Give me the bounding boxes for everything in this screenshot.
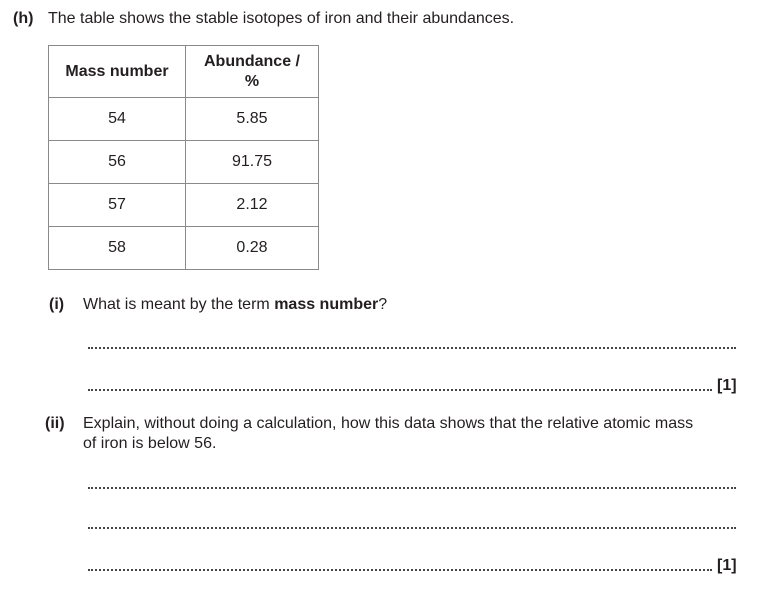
table-row [49, 227, 319, 270]
answer-line[interactable] [88, 569, 712, 571]
header-mass-number: Mass number [49, 46, 186, 98]
abundance-cell: 0.28 [186, 227, 319, 270]
answer-line[interactable] [88, 487, 736, 489]
answer-line[interactable] [88, 527, 736, 529]
table-header-row [49, 46, 319, 98]
part-i-keyword: mass number [274, 296, 379, 313]
part-i-label: (i) [49, 296, 65, 313]
part-ii-question-line1: Explain, without doing a calculation, how this data shows that the relative atomic mass [83, 415, 694, 432]
question-text: The table shows the stable isotopes of iron and their abundances. [48, 10, 515, 27]
mass-cell: 57 [49, 184, 186, 227]
abundance-cell: 91.75 [186, 141, 319, 184]
part-i-question [83, 296, 387, 314]
header-abundance-unit: % [244, 72, 260, 90]
mark-allocation: [1] [717, 557, 737, 574]
part-i-text: What is meant by the term [83, 296, 275, 313]
header-abundance [186, 46, 319, 98]
isotope-table [48, 45, 319, 270]
table-row [49, 184, 319, 227]
table-row [49, 141, 319, 184]
abundance-cell: 2.12 [186, 184, 319, 227]
table-row [49, 98, 319, 141]
mass-cell: 58 [49, 227, 186, 270]
answer-line[interactable] [88, 347, 736, 349]
answer-line[interactable] [88, 389, 712, 391]
abundance-cell: 5.85 [186, 98, 319, 141]
part-ii-label: (ii) [45, 415, 65, 432]
part-ii-question-line2: of iron is below 56. [83, 435, 217, 452]
question-label: (h) [13, 10, 34, 27]
mass-cell: 54 [49, 98, 186, 141]
header-abundance-line1: Abundance / [203, 52, 300, 70]
mark-allocation: [1] [717, 377, 737, 394]
mass-cell: 56 [49, 141, 186, 184]
part-i-punct: ? [378, 296, 388, 313]
